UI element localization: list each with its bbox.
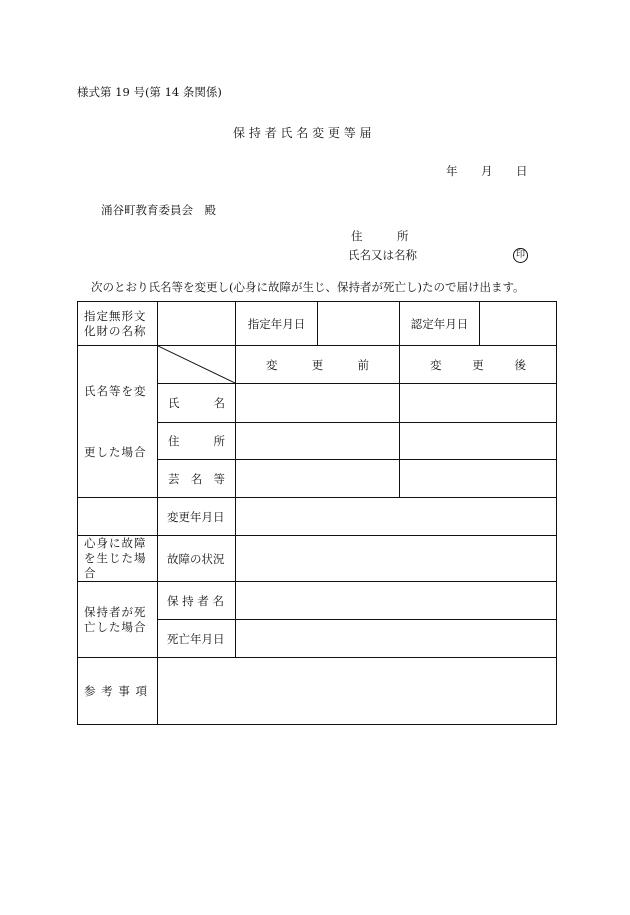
row-address-char-1: 住: [168, 434, 180, 448]
death-group-label: 保持者が死亡した場合: [78, 582, 158, 658]
change-group-label: [78, 346, 158, 498]
before-header: [236, 346, 400, 384]
form-number: 様式第 19 号(第 14 条関係): [77, 85, 222, 99]
disorder-group-label: 心身に故障を生じた場合: [78, 536, 158, 582]
after-char-3: 後: [514, 357, 526, 372]
before-char-2: 更: [311, 357, 324, 372]
address-before-field[interactable]: [236, 423, 400, 460]
diagonal-cell: [158, 346, 236, 384]
row-holder-name-label: 保 持 者 名: [158, 582, 236, 620]
disorder-status-field[interactable]: [236, 536, 557, 582]
name-before-field[interactable]: [236, 384, 400, 423]
address-label: 住 所: [351, 229, 409, 243]
address-after-field[interactable]: [400, 423, 557, 460]
before-char-1: 変: [266, 357, 278, 372]
diagonal-line: [158, 346, 235, 383]
statement: 次のとおり氏名等を変更し(心身に故障が生じ、保持者が死亡し)たので届け出ます。: [91, 280, 525, 294]
designation-date-field[interactable]: [318, 302, 400, 346]
form-table: [77, 301, 557, 725]
recognition-date-label: 認定年月日: [400, 302, 480, 346]
table-row-property: [78, 302, 557, 346]
row-name-label: [158, 384, 236, 423]
change-group-label-line2: 更した場合: [84, 444, 147, 459]
change-group-bottom-cell: [78, 498, 158, 536]
remarks-label: 参 考 事 項: [78, 658, 158, 725]
after-header: [400, 346, 557, 384]
name-label: 氏名又は名称: [348, 248, 417, 262]
designation-date-label: 指定年月日: [236, 302, 318, 346]
table-row-disorder: [78, 536, 557, 582]
table-row-change-date: [78, 498, 557, 536]
property-name-field[interactable]: [158, 302, 236, 346]
remarks-field[interactable]: [158, 658, 557, 725]
stage-name-before-field[interactable]: [236, 460, 400, 498]
addressee: 涌谷町教育委員会 殿: [101, 203, 216, 217]
row-name-char-2: 名: [213, 396, 225, 410]
row-change-date-label: 変更年月日: [158, 498, 236, 536]
row-stage-name-char-3: 等: [213, 471, 225, 486]
death-date-field[interactable]: [236, 620, 557, 658]
date-year-label: 年: [446, 164, 458, 178]
seal-icon: 印: [513, 248, 528, 263]
row-name-char-1: 氏: [168, 396, 180, 410]
row-address-char-2: 所: [213, 434, 225, 448]
before-char-3: 前: [357, 357, 369, 372]
change-date-field[interactable]: [236, 498, 557, 536]
table-row-holder-name: [78, 582, 557, 620]
stage-name-after-field[interactable]: [400, 460, 557, 498]
table-row-remarks: [78, 658, 557, 725]
after-char-1: 変: [430, 357, 442, 372]
row-death-date-label: 死亡年月日: [158, 620, 236, 658]
property-name-label: 指定無形文化財の名称: [78, 302, 158, 346]
after-char-2: 更: [472, 357, 484, 372]
date-day-label: 日: [516, 164, 528, 178]
name-after-field[interactable]: [400, 384, 557, 423]
recognition-date-field[interactable]: [480, 302, 557, 346]
row-stage-name-char-2: 名: [190, 471, 203, 486]
document-title: 保 持 者 氏 名 変 更 等 届: [233, 126, 372, 140]
table-row-header: [78, 346, 557, 384]
row-stage-name-label: [158, 460, 236, 498]
change-group-label-line1: 氏名等を変: [84, 383, 147, 398]
date-month-label: 月: [481, 164, 493, 178]
row-address-label: [158, 423, 236, 460]
row-disorder-status-label: 故障の状況: [158, 536, 236, 582]
seal-mark: [513, 246, 528, 263]
holder-name-field[interactable]: [236, 582, 557, 620]
row-stage-name-char-1: 芸: [168, 471, 180, 486]
